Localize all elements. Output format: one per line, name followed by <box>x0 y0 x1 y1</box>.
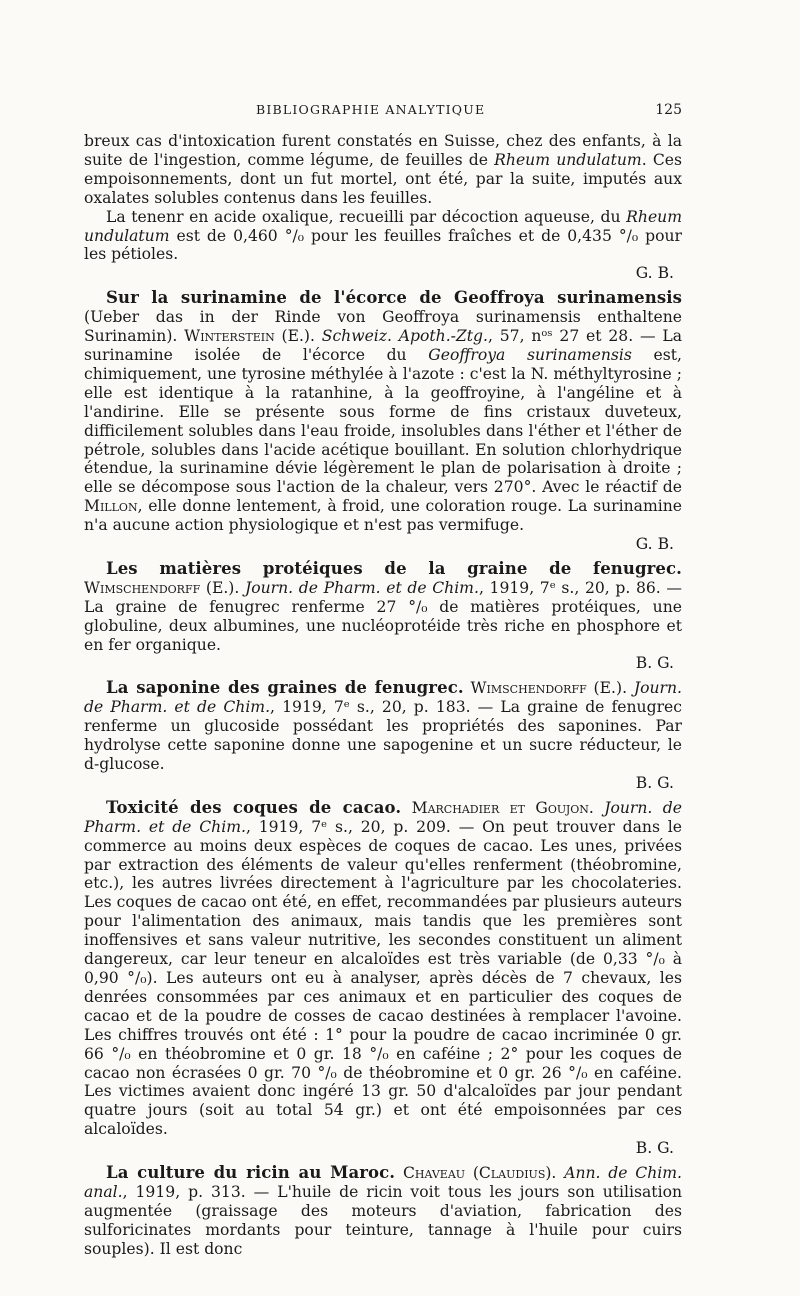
entry-source: Journ. de Pharm. et de Chim. <box>84 679 682 717</box>
entry-fenugrec-proteines <box>84 560 682 673</box>
entry-body: La saponine des graines de fenugrec. Wimschendorff (E.). Journ. de Pharm. et de Chim., 1919, 7ᵉ s., 20, p. 183. — La graine de fenugrec renferme un glucoside possédant les propriétés des saponines. Par hydrolyse cette saponine donne une sapogenine et un sucre réducteur, le d-glucose. <box>84 678 682 773</box>
entry-signature: B. G. <box>635 1139 674 1158</box>
running-head-title: BIBLIOGRAPHIE ANALYTIQUE <box>256 102 486 117</box>
entry-ricin-maroc <box>84 1164 682 1259</box>
entry-body: Les matières protéiques de la graine de fenugrec. Wimschendorff (E.). Journ. de Pharm. et de Chim., 1919, 7ᵉ s., 20, p. 86. — La graine de fenugrec renferme 27 °/₀ de matières protéiques, une globuline, deux albumines, une nucléoprotéide très riche en phosphore et en fer organique. <box>84 558 682 654</box>
intro-article-continuation <box>84 132 682 283</box>
entry-title: Les matières protéiques de la graine de fenugrec. <box>106 558 682 578</box>
entry-body: Sur la surinamine de l'écorce de Geoffroya surinamensis (Ueber das in der Rinde von Geoffroya surinamensis enthaltene Surinamin). Winterstein (E.). Schweiz. Apoth.-Ztg., 57, nᵒˢ 27 et 28. — La surinamine isolée de l'écorce du Geoffroya surinamensis est, chimiquement, une tyrosine méthylée à l'azote : c'est la N. méthyltyrosine ; elle est identique à la ratanhine, à la geoffroyine, à l'angéline et à l'andirine. Elle se présente sous forme de fins cristaux duveteux, difficilement solubles dans l'eau froide, insolubles dans l'éther et l'éther de pétrole, solubles dans l'acide acétique bouillant. En solution chlorhydrique étendue, la surinamine dévie légèrement le plan de polarisation à droite ; elle se décompose sous l'action de la chaleur, vers 270°. Avec le réactif de Millon, elle donne lentement, à froid, une coloration rouge. La surinamine n'a aucune action physiologique et n'est pas vermifuge. <box>84 288 682 535</box>
entry-source: Journ. de Pharm. et de Chim. <box>84 798 682 836</box>
entry-signature: G. B. <box>635 535 674 554</box>
entry-signature: B. G. <box>635 654 674 673</box>
entry-subtitle: (Ueber das in der Rinde von Geoffroya surinamensis enthaltene Surinamin). <box>84 308 682 346</box>
entry-author: Winterstein (E.). <box>184 327 315 346</box>
entry-coques-cacao <box>84 799 682 1158</box>
entry-author: Wimschendorff (E.). <box>463 679 628 698</box>
intro-paragraph-1: breux cas d'intoxication furent constatés en Suisse, chez des enfants, à la suite de l'ingestion, comme légume, de feuilles de Rheum undulatum. Ces empoisonnements, dont un fut mortel, ont été, par la suite, imputés aux oxalates solubles contenus dans les feuilles. <box>84 132 683 207</box>
entry-surinamine <box>84 289 682 554</box>
entry-title: La culture du ricin au Maroc. <box>106 1163 396 1183</box>
entry-author: Wimschendorff (E.). <box>84 578 240 597</box>
entry-body: Toxicité des coques de cacao. Marchadier et Goujon. Journ. de Pharm. et de Chim., 1919, 7ᵉ s., 20, p. 209. — On peut trouver dans le commerce au moins deux espèces de coques de cacao. Les unes, privées par extraction des éléments de valeur qu'elles renferment (théobromine, etc.), les autres livrées directement à l'agriculture par les chocolateries. Les coques de cacao ont été, en effet, recommandées par plusieurs auteurs pour l'alimentation des animaux, mais tandis que les premières sont inoffensives et sans valeur nutritive, les secondes constituent un aliment dangereux, car leur teneur en alcaloïdes est très variable (de 0,33 °/₀ à 0,90 °/₀). Les auteurs ont eu à analyser, après décès de 7 chevaux, les denrées consommées par ces animaux et en particulier des coques de cacao et de la poudre de cosses de cacao destinées à remplacer l'avoine. Les chiffres trouvés ont été : 1° pour la poudre de cacao incriminée 0 gr. 66 °/₀ en théobromine et 0 gr. 18 °/₀ en caféine ; 2° pour les coques de cacao non écrasées 0 gr. 70 °/₀ de théobromine et 0 gr. 26 °/₀ en caféine. Les victimes avaient donc ingéré 13 gr. 50 d'alcaloïdes par jour pendant quatre jours (soit au total 54 gr.) et ont été empoisonnées par ces alcaloïdes. <box>84 797 683 1139</box>
running-head <box>84 102 682 118</box>
entry-title: Sur la surinamine de l'écorce de Geoffroya surinamensis <box>106 288 682 308</box>
entry-source: Schweiz. Apoth.-Ztg. <box>314 327 488 346</box>
page-number: 125 <box>655 102 682 118</box>
entry-body: La culture du ricin au Maroc. Chaveau (Claudius). Ann. de Chim. anal., 1919, p. 313. — L'huile de ricin voit tous les jours son utilisation augmentée (graissage des moteurs d'aviation, fabrication des sulforicinates mordants pour teinture, tannage à l'huile pour cuirs souples). Il est donc <box>84 1163 682 1258</box>
entry-source: Ann. de Chim. anal. <box>84 1164 682 1201</box>
intro-paragraph-2: La tenenr en acide oxalique, recueilli par décoction aqueuse, du Rheum undulatum est de 0,460 °/₀ pour les feuilles fraîches et de 0,435 °/₀ pour les pétioles. <box>84 207 682 264</box>
entry-signature: B. G. <box>635 773 674 792</box>
entry-author: Marchadier et Goujon. <box>401 798 594 817</box>
entry-fenugrec-saponine <box>84 679 682 792</box>
entry-title: Toxicité des coques de cacao. <box>106 797 402 817</box>
entry-source: Journ. de Pharm. et de Chim. <box>239 578 479 597</box>
intro-signature: G. B. <box>635 264 674 283</box>
entry-title: La saponine des graines de fenugrec. <box>106 678 464 698</box>
entry-author: Chaveau (Claudius). <box>395 1164 557 1183</box>
